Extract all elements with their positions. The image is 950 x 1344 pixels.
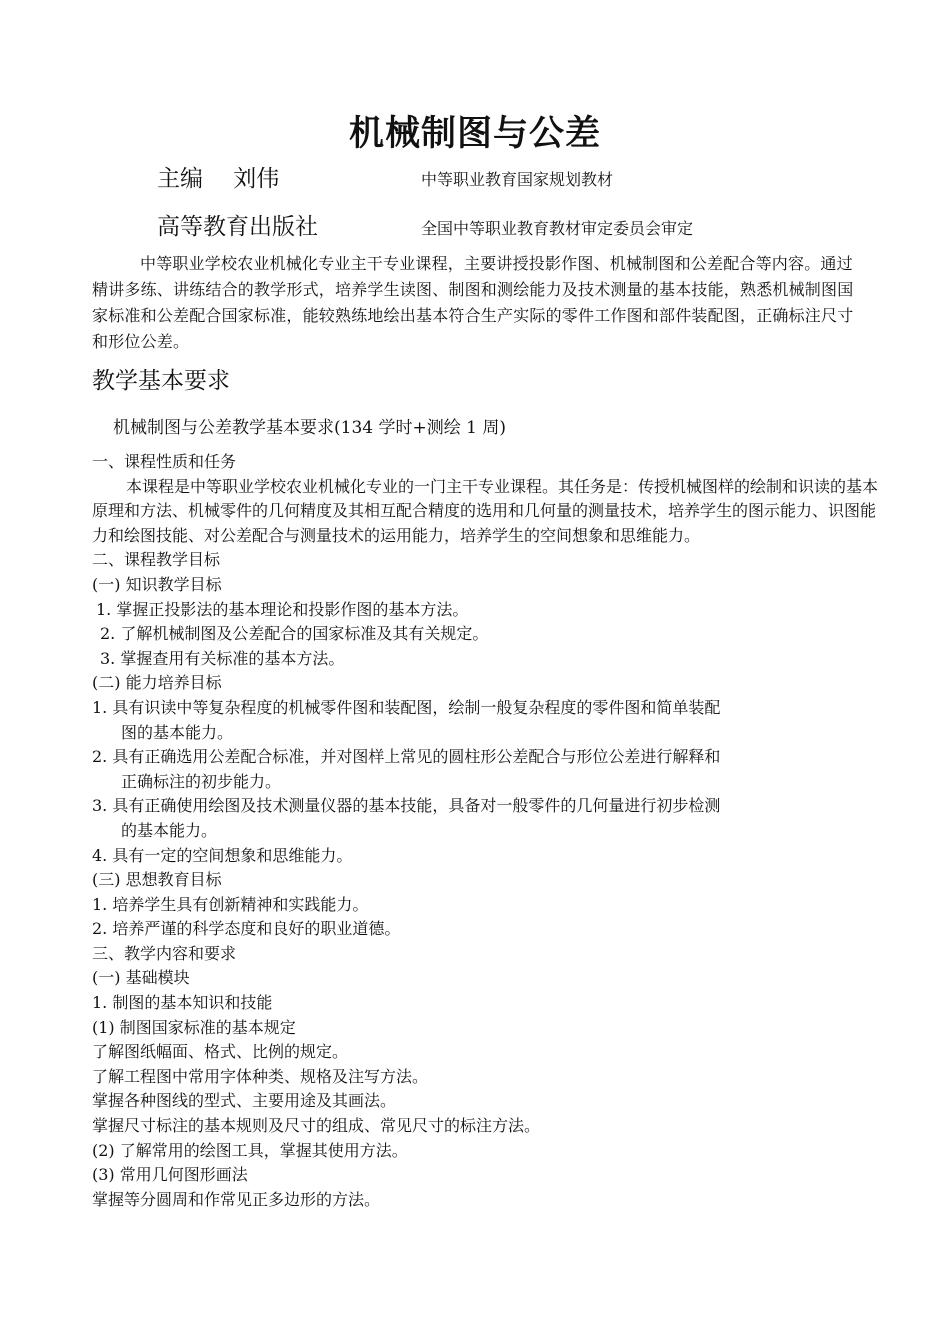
section-heading: 教学基本要求 (92, 368, 230, 394)
ability-item: 3. 具有正确使用绘图及技术测量仪器的基本技能，具备对一般零件的几何量进行初步检测 (92, 796, 721, 816)
module-item: 1. 制图的基本知识和技能 (92, 993, 273, 1013)
module-subitem: (3) 常用几何图形画法 (92, 1165, 248, 1185)
heading-basic-module: (一) 基础模块 (92, 968, 190, 988)
intro-paragraph: 中等职业学校农业机械化专业主干专业课程，主要讲授投影作图、机械制图和公差配合等内容。通过精讲多练、讲练结合的教学形式，培养学生读图、制图和测绘能力及技术测量的基本技能，熟悉机械制图国家标准和公差配合国家标准，能较熟练地绘出基本符合生产实际的零件工作图和部件装配图，正确标注尺寸和形位公差。 (92, 254, 854, 351)
ability-item-continued: 正确标注的初步能力。 (121, 771, 282, 791)
document-title: 机械制图与公差 (348, 114, 601, 154)
ability-item: 1. 具有识读中等复杂程度的机械零件图和装配图，绘制一般复杂程度的零件图和简单装配 (92, 697, 721, 717)
publisher-line: 高等教育出版社 (157, 214, 318, 240)
editor-line: 主编 刘伟 (157, 166, 280, 192)
heading-content-requirements: 三、教学内容和要求 (92, 943, 237, 963)
requirement-line: 掌握等分圆周和作常见正多边形的方法。 (92, 1189, 381, 1209)
heading-course-nature: 一、课程性质和任务 (92, 452, 237, 471)
knowledge-item: 1. 掌握正投影法的基本理论和投影作图的基本方法。 (96, 599, 469, 619)
heading-knowledge-goals: (一) 知识教学目标 (92, 574, 222, 594)
ability-item: 4. 具有一定的空间想象和思维能力。 (92, 845, 353, 865)
knowledge-item: 2. 了解机械制图及公差配合的国家标准及其有关规定。 (100, 624, 489, 644)
heading-ability-goals: (二) 能力培养目标 (92, 673, 222, 693)
heading-ideological-goals: (三) 思想教育目标 (92, 870, 222, 890)
requirement-line: 掌握各种图线的型式、主要用途及其画法。 (92, 1091, 397, 1111)
ideological-item: 2. 培养严谨的科学态度和良好的职业道德。 (92, 919, 401, 939)
approval-line: 全国中等职业教育教材审定委员会审定 (421, 219, 694, 238)
requirement-line: 了解图纸幅面、格式、比例的规定。 (92, 1042, 349, 1062)
requirements-body (92, 450, 882, 1212)
ability-item-continued: 图的基本能力。 (121, 722, 234, 742)
course-task-paragraph: 本课程是中等职业学校农业机械化专业的一门主干专业课程。其任务是：传授机械图样的绘制和识读的基本原理和方法、机械零件的几何精度及其相互配合精度的选用和几何量的测量技术，培养学生的图示能力、识图能力和绘图技能、对公差配合与测量技术的运用能力，培养学生的空间想象和思维能力。 (92, 476, 879, 545)
module-subitem: (2) 了解常用的绘图工具，掌握其使用方法。 (92, 1140, 408, 1160)
ability-item-continued: 的基本能力。 (121, 820, 218, 840)
knowledge-item: 3. 掌握查用有关标准的基本方法。 (100, 648, 345, 668)
module-subitem: (1) 制图国家标准的基本规定 (92, 1017, 296, 1037)
series-line: 中等职业教育国家规划教材 (421, 170, 614, 189)
requirement-line: 掌握尺寸标注的基本规则及尺寸的组成、常见尺寸的标注方法。 (92, 1116, 541, 1136)
ability-item: 2. 具有正确选用公差配合标准，并对图样上常见的圆柱形公差配合与形位公差进行解释和 (92, 747, 721, 767)
requirements-subtitle: 机械制图与公差教学基本要求(134 学时+测绘 1 周) (113, 418, 506, 438)
ideological-item: 1. 培养学生具有创新精神和实践能力。 (92, 894, 369, 914)
requirement-line: 了解工程图中常用字体种类、规格及注写方法。 (92, 1066, 429, 1086)
heading-teaching-goals: 二、课程教学目标 (92, 550, 221, 570)
